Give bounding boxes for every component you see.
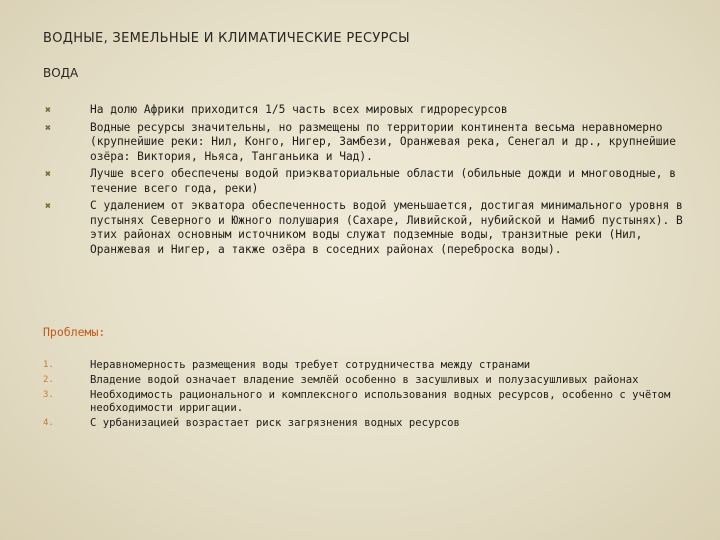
bullet-text: На долю Африки приходится 1/5 часть всех мировых гидроресурсов <box>90 103 508 116</box>
section-heading: ВОДА <box>43 66 79 80</box>
item-number: 1. <box>43 360 54 370</box>
problem-text: Владение водой означает владение землёй особенно в засушливых и полузасушливых районах <box>90 374 639 386</box>
problem-text: Необходимость рационального и комплексного использования водных ресурсов, особенно с учётом необходимости ирригации. <box>90 389 671 414</box>
slide-title: ВОДНЫЕ, ЗЕМЕЛЬНЫЕ И КЛИМАТИЧЕСКИЕ РЕСУРСЫ <box>43 31 410 46</box>
bullet-text: Лучше всего обеспечены водой приэкваториальные области (обильные дожди и многоводные, в течение всего года, реки) <box>90 167 676 195</box>
list-item <box>43 199 683 257</box>
list-item <box>43 389 683 415</box>
list-item <box>43 374 683 387</box>
x-bullet-icon: ✖ <box>45 105 52 116</box>
problems-heading: Проблемы: <box>43 325 106 339</box>
item-number: 3. <box>43 390 54 400</box>
item-number: 4. <box>43 418 54 428</box>
bullet-text: Водные ресурсы значительны, но размещены по территории континента весьма неравномерно (крупнейшие реки: Нил, Конго, Нигер, Замбези, Оранжевая река, Сенегал и др., крупнейшие озёра: Виктория, Ньяса, Танганьика и Чад). <box>90 120 676 163</box>
list-item <box>43 417 683 430</box>
x-bullet-icon: ✖ <box>45 201 52 212</box>
list-item <box>43 359 683 372</box>
x-bullet-icon: ✖ <box>45 122 52 134</box>
list-item <box>43 167 683 196</box>
list-item <box>43 103 683 118</box>
problem-text: Неравномерность размещения воды требует сотрудничества между странами <box>90 359 531 371</box>
bullet-text: С удалением от экватора обеспеченность водой уменьшается, достигая минимального уровня в пустынях Северного и Южного полушария (Сахаре, Ливийской, нубийской и Намиб пустынях). В этих районах основным источником воды служат подземные воды, транзитные реки (Нил, Оранжевая и Нигер, а также озёра в соседних районах (переброска воды). <box>90 199 683 256</box>
problem-text: С урбанизацией возрастает риск загрязнения водных ресурсов <box>90 417 460 429</box>
x-bullet-icon: ✖ <box>45 169 52 180</box>
list-item <box>43 121 683 165</box>
item-number: 2. <box>43 375 54 385</box>
bullet-list <box>43 103 683 260</box>
problems-list <box>43 359 683 432</box>
